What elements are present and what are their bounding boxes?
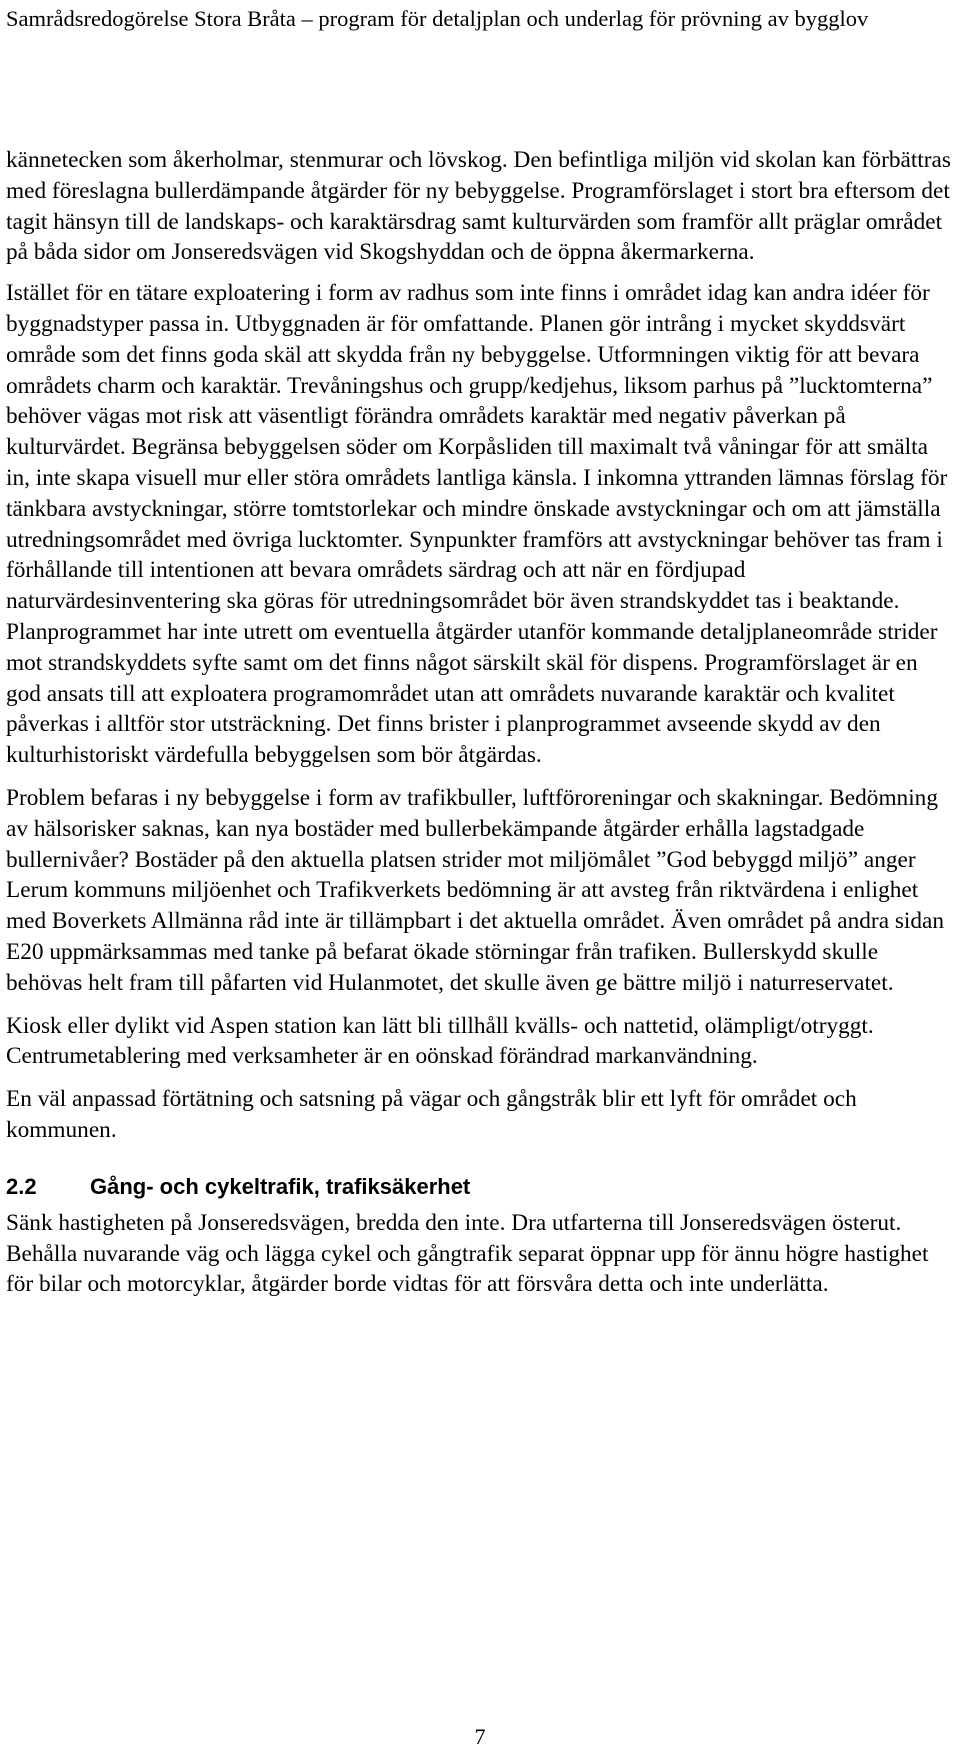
page-header: Samrådsredogörelse Stora Bråta – program för detaljplan och underlag för prövning av bygglov [6,6,869,31]
section-title: Gång- och cykeltrafik, trafiksäkerhet [90,1173,471,1199]
paragraph: kännetecken som åkerholmar, stenmurar och lövskog. Den befintliga miljön vid skolan kan förbättras med föreslagna bullerdämpande åtgärder för ny bebyggelse. Programförslaget i stort bra eftersom det tagit hänsyn till de landskaps- och karaktärsdrag samt kulturvärden som framför allt präglar området på båda sidor om Jonseredsvägen vid Skogshyddan och de öppna åkermarkerna. [6,147,951,266]
paragraph: En väl anpassad förtätning och satsning på vägar och gångstråk blir ett lyft för området och kommunen. [6,1086,857,1143]
document-body [6,145,956,1312]
paragraph: Problem befaras i ny bebyggelse i form av trafikbuller, luftföroreningar och skakningar. Bedömning av hälsorisker saknas, kan nya bostäder med bullerbekämpande åtgärder erhålla lagstadgade bullernivåer? Bostäder på den aktuella platsen strider mot miljömålet ”God bebyggd miljö” anger Lerum kommuns miljöenhet och Trafikverkets bedömning är att avsteg från riktvärdena i enlighet med Boverkets Allmänna råd inte är tillämpbart i det aktuella området. Även området på andra sidan E20 uppmärksammas med tanke på befarat ökade störningar från trafiken. Bullerskydd skulle behövas helt fram till påfarten vid Hulanmotet, det skulle även ge bättre miljö i naturreservatet. [6,784,945,996]
paragraph: Istället för en tätare exploatering i form av radhus som inte finns i området idag kan andra idéer för byggnadstyper passa in. Utbyggnaden är för omfattande. Planen gör intrång i mycket skyddsvärt område som det finns goda skäl att skydda från ny bebyggelse. Utformningen viktig för att bevara områdets charm och karaktär. Trevåningshus och grupp/kedjehus, liksom parhus på ”lucktomterna” behöver vägas mot risk att väsentligt förändra områdets karaktär med negativ påverkan på kulturvärdet. Begränsa bebyggelsen söder om Korpåsliden till maximalt två våningar för att smälta in, inte skapa visuell mur eller störa områdets lantliga känsla. I inkomna yttranden lämnas förslag för tänkbara avstyckningar, större tomtstorlekar och mindre önskade avstyckningar och om att jämställa utredningsområdet med övriga lucktomter. Synpunkter framförs att avstyckningar behöver tas fram i förhållande till intentionen att bevara områdets särdrag och att när en fördjupad naturvärdesinventering ska göras för utredningsområdet bör även strandskyddet tas i beaktande. Planprogrammet har inte utrett om eventuella åtgärder utanför kommande detaljplaneområde strider mot strandskyddets syfte samt om det finns något särskilt skäl för dispens. Programförslaget är en god ansats till att exploatera programområdet utan att områdets nuvarande karaktär och kvalitet påverkas i alltför stor utsträckning. Det finns brister i planprogrammet avseende skydd av den kulturhistoriskt värdefulla bebyggelsen som bör åtgärdas. [6,280,948,769]
page-number: 7 [474,1724,486,1749]
section-heading [6,1172,956,1202]
paragraph: Sänk hastigheten på Jonseredsvägen, bredda den inte. Dra utfarterna till Jonseredsvägen österut. Behålla nuvarande väg och lägga cykel och gångtrafik separat öppnar upp för ännu högre hastighet för bilar och motorcyklar, åtgärder borde vidtas för att försvåra detta och inte underlätta. [6,1209,929,1298]
paragraph: Kiosk eller dylikt vid Aspen station kan lätt bli tillhåll kvälls- och nattetid, olämpligt/otryggt. Centrumetablering med verksamheter är en oönskad förändrad markanvändning. [6,1012,874,1070]
section-number: 2.2 [6,1173,37,1199]
